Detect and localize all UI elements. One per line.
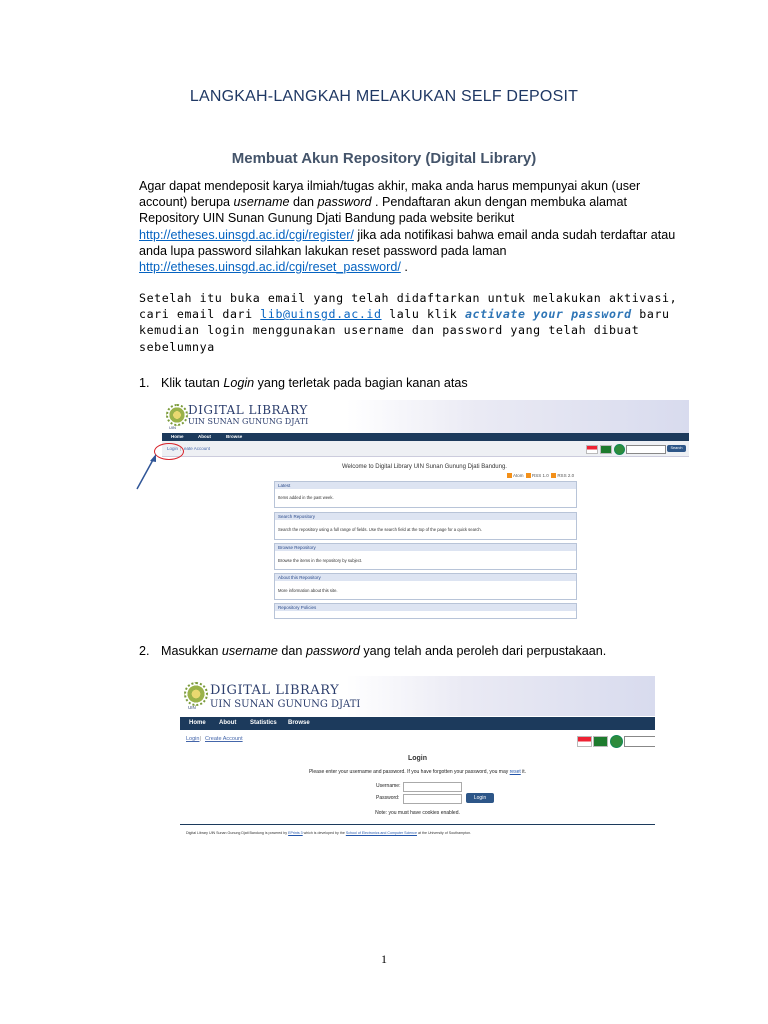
email-link[interactable]: lib@uinsgd.ac.id <box>260 307 382 322</box>
pointer-arrow <box>134 452 160 492</box>
panel-latest-head[interactable]: Latest <box>275 482 576 489</box>
step-1-text-a: Klik tautan <box>161 376 224 390</box>
login-intro-text: Please enter your username and password. If you have forgotten your password, you may <box>308 769 510 775</box>
step-1-number: 1. <box>139 376 150 390</box>
login-intro-end: it. <box>520 769 527 775</box>
uin-logo-icon <box>166 404 188 426</box>
step-1-login-term: Login <box>223 376 255 390</box>
nav-home-2[interactable]: Home <box>189 720 206 726</box>
step-1-text-c: yang terletak pada bagian kanan atas <box>254 376 468 390</box>
panel-latest <box>274 481 577 508</box>
password-label: Password: <box>376 795 400 801</box>
register-link[interactable]: http://etheses.uinsgd.ac.id/cgi/register/ <box>139 227 354 242</box>
welcome-text: Welcome to Digital Library UIN Sunan Gunung Djati Bandung. <box>342 464 507 470</box>
site-logo-title-2: DIGITAL LIBRARY <box>210 683 340 698</box>
step-2-username-term: username <box>221 644 278 658</box>
activation-text-2: lalu klik <box>381 307 465 322</box>
site-logo-subtitle: UIN SUNAN GUNUNG DJATI <box>188 417 309 426</box>
arabic-flag-icon[interactable] <box>600 445 612 454</box>
username-term: username <box>233 195 290 210</box>
login-instructions <box>180 769 655 775</box>
screenshot-homepage <box>162 400 689 622</box>
rss-icon <box>526 473 531 478</box>
nav-home[interactable]: Home <box>171 434 184 439</box>
reset-link[interactable]: reset <box>509 769 521 775</box>
separator-2: | <box>200 736 202 742</box>
panel-search-body: Search the repository using a full range of fields. Use the search field at the top of the page for a quick search. <box>278 527 482 532</box>
ecs-link[interactable]: School of Electronics and Computer Science <box>345 831 417 835</box>
arabic-flag-icon-2[interactable] <box>593 736 608 747</box>
username-field[interactable] <box>403 782 462 792</box>
login-link-2[interactable]: Login <box>186 736 200 742</box>
cookies-note: Note: you must have cookies enabled. <box>375 810 460 816</box>
panel-search <box>274 512 577 540</box>
atom-link[interactable]: Atom <box>513 473 524 478</box>
nav-bar <box>162 433 689 441</box>
panel-latest-body: Items added in the past week. <box>278 495 334 500</box>
footer-text-b: which is developed by the <box>302 831 346 835</box>
panel-search-head[interactable]: Search Repository <box>275 513 576 520</box>
login-heading: Login <box>407 755 428 762</box>
site-logo-title: DIGITAL LIBRARY <box>188 403 308 417</box>
intro-text-1: Agar dapat mendeposit karya ilmiah/tugas akhir, maka anda harus mempunyai akun (user account) berupa <box>139 179 641 210</box>
logo-caption: UIN <box>169 425 176 430</box>
rss2-link[interactable]: RSS 2.0 <box>557 473 575 478</box>
footer-text <box>186 831 471 835</box>
step-2-text-c: dan <box>277 644 306 658</box>
eprints-link[interactable]: EPrints 3 <box>288 831 303 835</box>
footer-divider <box>180 824 655 825</box>
intro-text-5: . <box>400 260 408 275</box>
screenshot-login <box>180 676 655 844</box>
section-heading: Membuat Akun Repository (Digital Library) <box>231 150 537 167</box>
intro-paragraph <box>139 178 679 275</box>
panel-about <box>274 573 577 600</box>
indonesia-flag-icon-2[interactable] <box>577 736 592 747</box>
rss-icon <box>551 473 556 478</box>
intro-text-2: dan <box>289 195 318 210</box>
nav-about-2[interactable]: About <box>219 720 237 726</box>
step-2 <box>139 644 606 658</box>
feed-links <box>507 473 574 478</box>
login-link[interactable]: Login <box>167 446 179 451</box>
logo-caption-2: UIN <box>188 705 196 710</box>
panel-policies-head[interactable]: Repository Policies <box>275 604 576 611</box>
create-account-link-2[interactable]: Create Account <box>205 736 243 742</box>
step-2-text-a: Masukkan <box>161 644 222 658</box>
indonesia-flag-icon[interactable] <box>586 445 598 454</box>
nav-browse[interactable]: Browse <box>226 434 243 439</box>
search-input-2[interactable] <box>624 736 655 747</box>
panel-about-head[interactable]: About this Repository <box>275 574 576 581</box>
footer-text-c: at the University of Southampton. <box>416 831 472 835</box>
step-1 <box>139 376 468 390</box>
search-input[interactable] <box>626 445 666 454</box>
login-button[interactable]: Login <box>466 793 494 803</box>
create-account-link[interactable]: eate Account <box>184 446 211 451</box>
login-bar-2 <box>180 730 655 747</box>
panel-browse-body: Browse the items in the repository by subject. <box>278 558 363 563</box>
page-number: 1 <box>381 952 387 966</box>
nav-statistics[interactable]: Statistics <box>250 720 277 726</box>
activation-paragraph <box>139 290 679 355</box>
globe-icon-2[interactable] <box>610 735 623 748</box>
reset-password-link[interactable]: http://etheses.uinsgd.ac.id/cgi/reset_password/ <box>139 260 401 275</box>
separator: | <box>180 446 182 451</box>
footer-text-a: Digital Library UIN Sunan Gunung Djati Bandung is powered by <box>186 831 289 835</box>
username-label: Username: <box>376 783 401 789</box>
site-logo-subtitle-2: UIN SUNAN GUNUNG DJATI <box>210 699 361 710</box>
rss1-link[interactable]: RSS 1.0 <box>532 473 549 478</box>
step-2-number: 2. <box>139 644 150 658</box>
panel-policies <box>274 603 577 619</box>
activate-phrase: activate your password <box>464 307 632 322</box>
uin-logo-icon-2 <box>184 682 208 706</box>
password-field[interactable] <box>403 794 462 804</box>
panel-browse <box>274 543 577 570</box>
document-title: LANGKAH-LANGKAH MELAKUKAN SELF DEPOSIT <box>189 88 579 105</box>
login-bar <box>162 441 689 457</box>
nav-about[interactable]: About <box>198 434 211 439</box>
nav-browse-2[interactable]: Browse <box>288 720 310 726</box>
nav-bar-2 <box>180 717 655 730</box>
activation-text-3: baru kemudian login menggunakan username dan password yang telah dibuat sebelumnya <box>139 307 670 354</box>
search-button[interactable]: Search <box>667 445 686 452</box>
panel-about-body: More information about this site. <box>278 588 338 593</box>
rss-icon <box>507 473 512 478</box>
intro-text-3: . Pendaftaran akun dengan membuka alamat Repository UIN Sunan Gunung Djati Bandung pada website berikut <box>139 195 627 226</box>
step-2-text-e: yang telah anda peroleh dari perpustakaan. <box>359 644 607 658</box>
password-term: password <box>317 195 372 210</box>
intro-text-4: jika ada notifikasi bahwa email anda sudah terdaftar atau anda lupa password silahkan lakukan reset password pada laman <box>139 227 676 258</box>
activation-text-1: Setelah itu buka email yang telah didaftarkan untuk melakukan aktivasi, cari email dari <box>139 291 678 322</box>
step-2-password-term: password <box>305 644 360 658</box>
globe-icon[interactable] <box>614 444 625 455</box>
panel-browse-head[interactable]: Browse Repository <box>275 544 576 551</box>
